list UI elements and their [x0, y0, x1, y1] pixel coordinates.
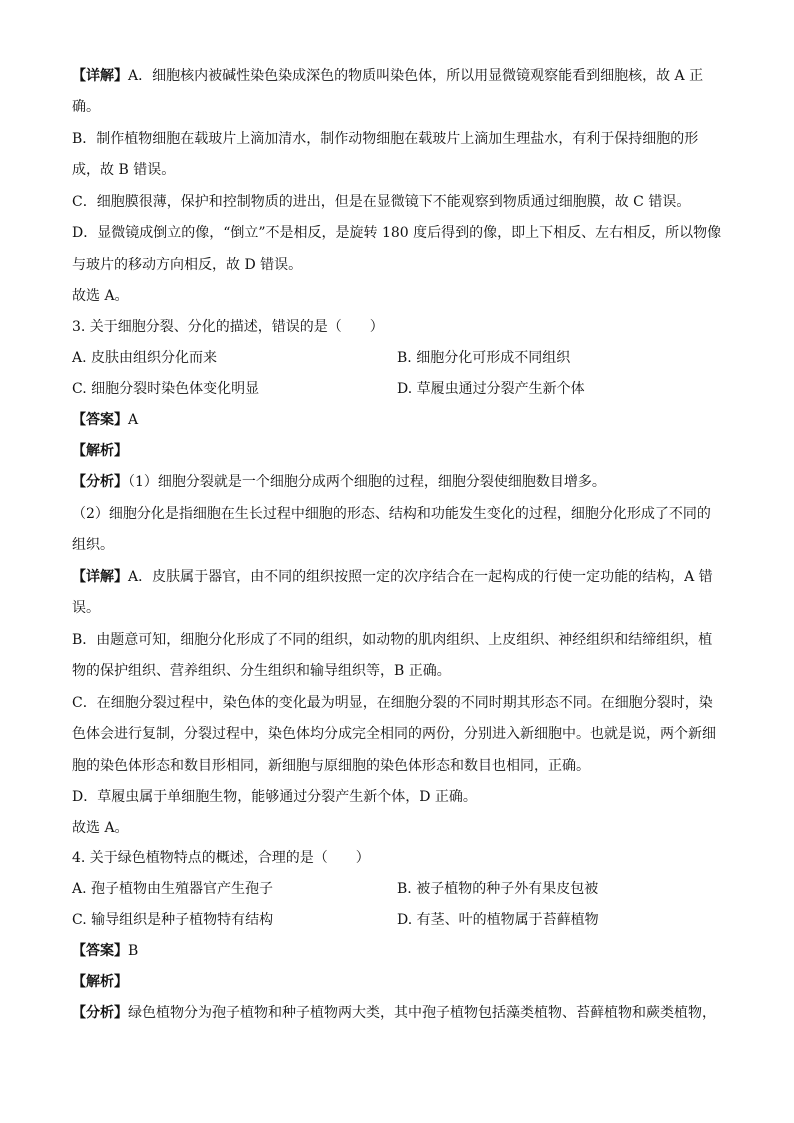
q3-option-c-explanation-2: 色体会进行复制，分裂过程中，染色体均分成完全相同的两份，分别进入新细胞中。也就是说，两个新细	[72, 726, 716, 742]
q3-option-b-explanation-2: 物的保护组织、营养组织、分生组织和输导组织等，B 正确。	[72, 663, 451, 679]
jiexi-tag: 【解析】	[72, 443, 128, 459]
q3-detail-line-1	[72, 568, 713, 586]
q3-option-d: D. 草履虫通过分裂产生新个体	[397, 381, 585, 397]
q3-option-b-explanation-1: B．由题意可知，细胞分化形成了不同的组织，如动物的肌肉组织、上皮组织、神经组织和结缔组织，植	[72, 632, 713, 648]
q3-analysis-line-1	[72, 473, 606, 491]
q4-jiexi-heading	[72, 973, 128, 991]
q3-option-c-explanation-3: 胞的染色体形态和数目形相同，新细胞与原细胞的染色体形态和数目也相同，正确。	[72, 758, 590, 774]
q2-detail-a-text: A．细胞核内被碱性染色染成深色的物质叫染色体，所以用显微镜观察能看到细胞核，故 A 正	[128, 68, 704, 84]
q3-stem: 3. 关于细胞分裂、分化的描述，错误的是（ ）	[72, 319, 384, 335]
q2-option-b-explanation-2: 成，故 B 错误。	[72, 162, 176, 178]
q2-detail-line-2: 确。	[72, 99, 100, 115]
q3-conclusion: 故选 A。	[72, 820, 129, 836]
analysis-tag: 【分析】	[72, 474, 128, 490]
detail-tag: 【详解】	[72, 569, 128, 585]
q3-option-a: A. 皮肤由组织分化而来	[72, 350, 218, 366]
q2-option-d-explanation-2: 与玻片的移动方向相反，故 D 错误。	[72, 257, 303, 273]
q2-option-d-explanation-1: D．显微镜成倒立的像，“倒立”不是相反，是旋转 180 度后得到的像，即上下相反、左右相反，所以物像	[72, 225, 722, 241]
q4-analysis-text-1: 绿色植物分为孢子植物和种子植物两大类，其中孢子植物包括藻类植物、苔藓植物和蕨类植物，	[128, 1005, 716, 1021]
q3-detail-line-2: 误。	[72, 600, 100, 616]
analysis-tag: 【分析】	[72, 1005, 128, 1021]
q2-option-c-explanation: C．细胞膜很薄，保护和控制物质的进出，但是在显微镜下不能观察到物质通过细胞膜，故 C 错误。	[72, 194, 691, 210]
jiexi-tag: 【解析】	[72, 974, 128, 990]
q4-option-c: C. 输导组织是种子植物特有结构	[72, 912, 274, 928]
detail-tag: 【详解】	[72, 68, 128, 84]
q4-stem: 4. 关于绿色植物特点的概述，合理的是（ ）	[72, 850, 370, 866]
answer-tag: 【答案】	[72, 412, 128, 428]
q4-option-d: D. 有茎、叶的植物属于苔藓植物	[397, 912, 599, 928]
q3-jiexi-heading	[72, 442, 128, 460]
q3-detail-a-text: A．皮肤属于器官，由不同的组织按照一定的次序结合在一起构成的行使一定功能的结构，A 错	[128, 569, 713, 585]
q2-option-b-explanation-1: B．制作植物细胞在载玻片上滴加清水，制作动物细胞在载玻片上滴加生理盐水，有利于保持细胞的形	[72, 131, 699, 147]
q3-option-c: C. 细胞分裂时染色体变化明显	[72, 381, 260, 397]
q2-conclusion: 故选 A。	[72, 288, 129, 304]
q4-answer-line	[72, 942, 138, 960]
q4-answer-value: B	[128, 943, 139, 959]
q3-answer-line	[72, 411, 138, 429]
q3-option-b: B. 细胞分化可形成不同组织	[397, 350, 571, 366]
q3-analysis-line-2: （2）细胞分化是指细胞在生长过程中细胞的形态、结构和功能发生变化的过程，细胞分化形成了不同的	[72, 506, 711, 522]
q3-analysis-line-3: 组织。	[72, 537, 114, 553]
q3-analysis-text-1: （1）细胞分裂就是一个细胞分成两个细胞的过程，细胞分裂使细胞数目增多。	[128, 474, 606, 490]
q3-option-d-explanation: D．草履虫属于单细胞生物，能够通过分裂产生新个体，D 正确。	[72, 789, 477, 805]
q4-option-b: B. 被子植物的种子外有果皮包被	[397, 881, 599, 897]
q3-option-c-explanation-1: C．在细胞分裂过程中，染色体的变化最为明显，在细胞分裂的不同时期其形态不同。在细胞分裂时，染	[72, 695, 713, 711]
answer-tag: 【答案】	[72, 943, 128, 959]
q4-option-a: A. 孢子植物由生殖器官产生孢子	[72, 881, 274, 897]
q2-detail-line-1	[72, 67, 703, 85]
q3-answer-value: A	[128, 412, 139, 428]
q4-analysis-line-1	[72, 1004, 716, 1022]
